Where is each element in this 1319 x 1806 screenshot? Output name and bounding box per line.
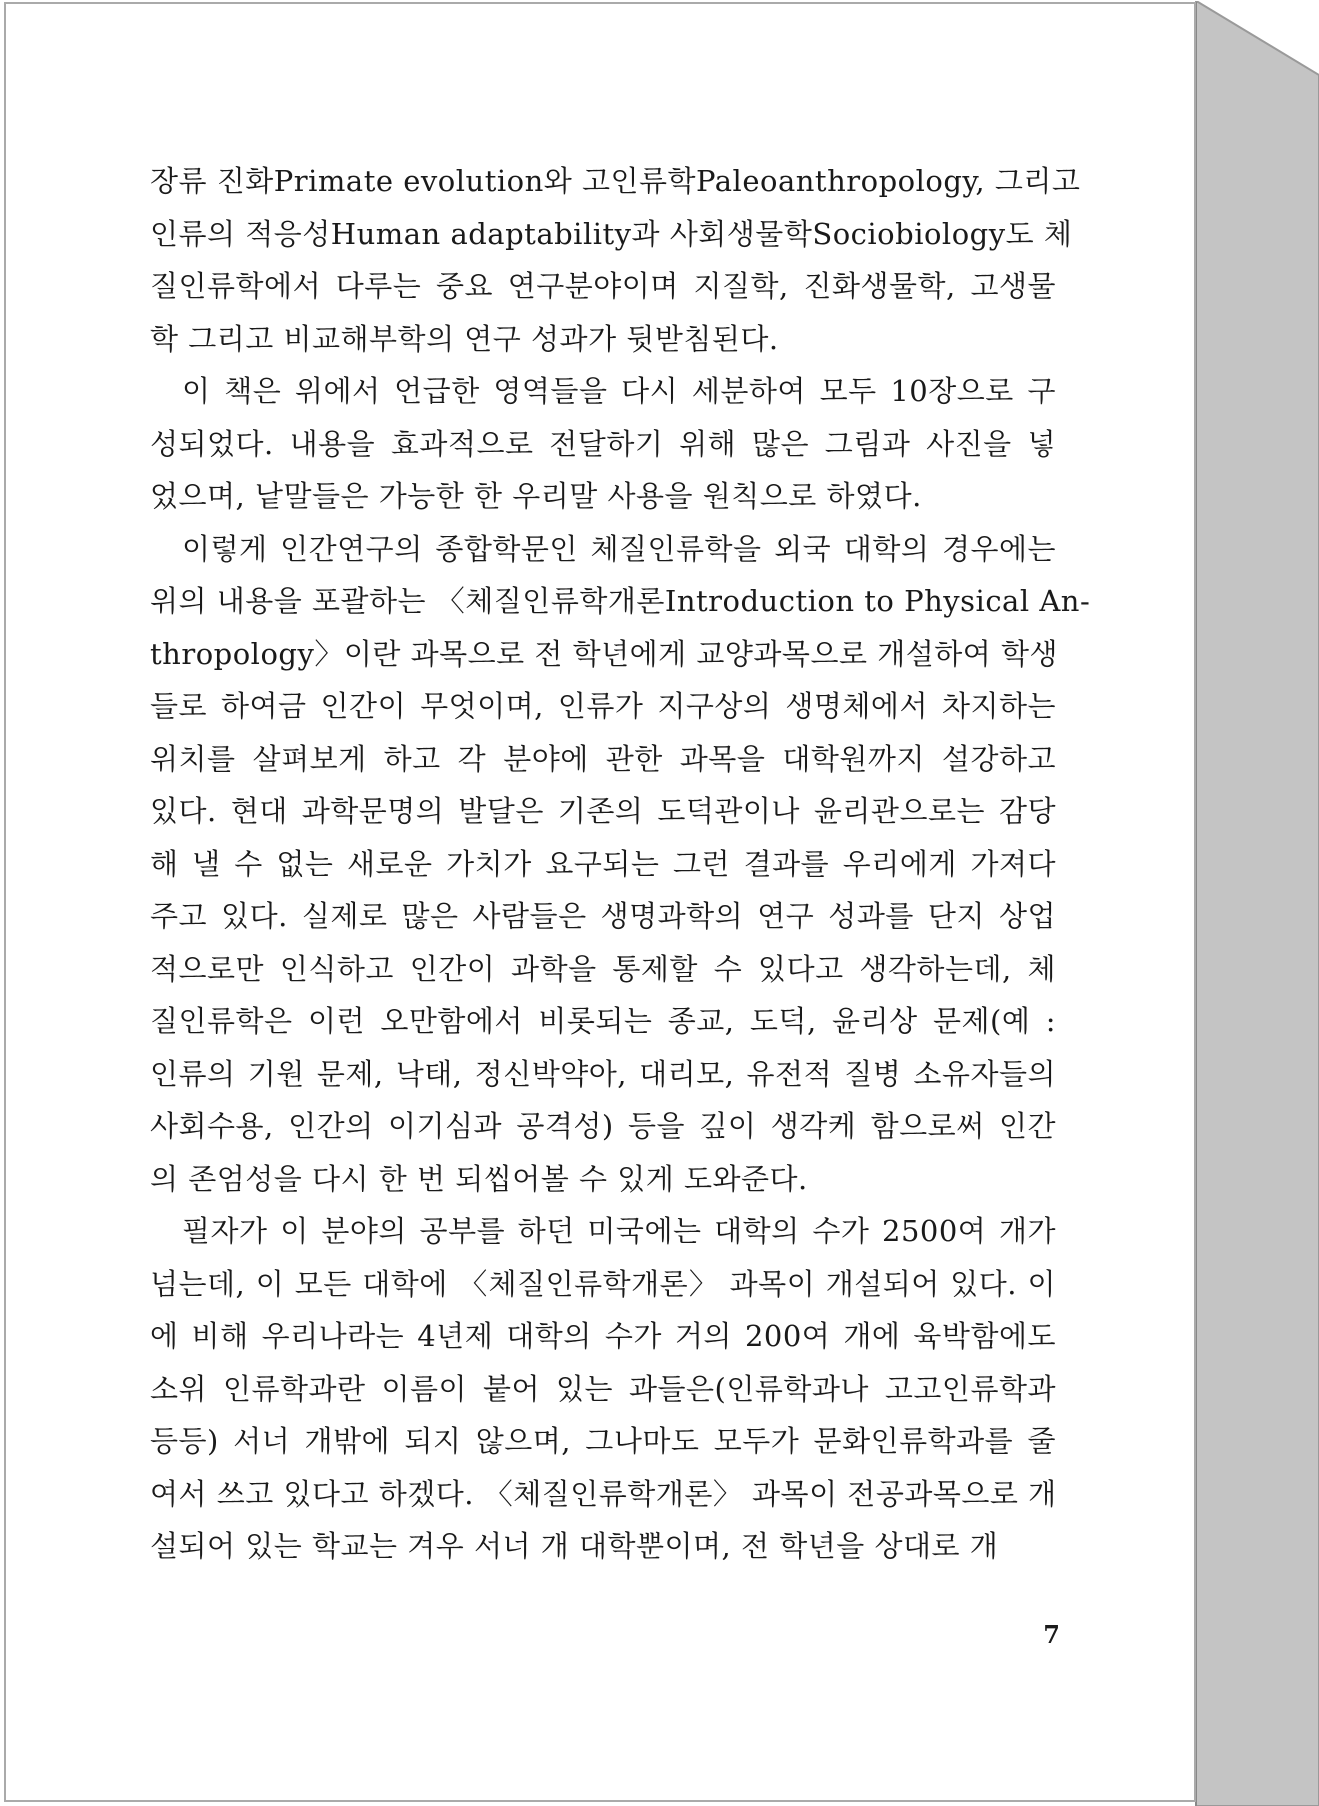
text-line: 들로 하여금 인간이 무엇이며, 인류가 지구상의 생명체에서 차지하는 — [150, 689, 1056, 723]
text-line: 질인류학은 이런 오만함에서 비롯되는 종교, 도덕, 윤리상 문제(예 : — [150, 1004, 1056, 1038]
text-line: 필자가 이 분야의 공부를 하던 미국에는 대학의 수가 2500여 개가 — [182, 1214, 1056, 1248]
text-line: 이 책은 위에서 언급한 영역들을 다시 세분하여 모두 10장으로 구 — [182, 374, 1056, 408]
text-line: 의 존엄성을 다시 한 번 되씹어볼 수 있게 도와준다. — [150, 1161, 808, 1196]
text-line: 인류의 기원 문제, 낙태, 정신박약아, 대리모, 유전적 질병 소유자들의 — [150, 1056, 1056, 1091]
text-line: 해 낼 수 없는 새로운 가치가 요구되는 그런 결과를 우리에게 가져다 — [150, 846, 1056, 881]
paragraph — [150, 1205, 1056, 1573]
text-line: 위치를 살펴보게 하고 각 분야에 관한 과목을 대학원까지 설강하고 — [150, 741, 1056, 776]
text-line: 학 그리고 비교해부학의 연구 성과가 뒷받침된다. — [150, 321, 779, 356]
text-line: 등등) 서너 개밖에 되지 않으며, 그나마도 모두가 문화인류학과를 줄 — [150, 1424, 1056, 1458]
paragraph — [150, 365, 1056, 523]
text-line: 인류의 적응성Human adaptability과 사회생물학Sociobiology도 체 — [150, 216, 1073, 251]
text-line: 주고 있다. 실제로 많은 사람들은 생명과학의 연구 성과를 단지 상업 — [150, 899, 1056, 933]
text-line: 적으로만 인식하고 인간이 과학을 통제할 수 있다고 생각하는데, 체 — [150, 951, 1056, 986]
text-line: 이렇게 인간연구의 종합학문인 체질인류학을 외국 대학의 경우에는 — [182, 531, 1056, 566]
text-line: 위의 내용을 포괄하는 〈체질인류학개론Introduction to Physical An- — [150, 584, 1091, 618]
text-line: 여서 쓰고 있다고 하겠다. 〈체질인류학개론〉 과목이 전공과목으로 개 — [150, 1476, 1057, 1511]
text-line: 넘는데, 이 모든 대학에 〈체질인류학개론〉 과목이 개설되어 있다. 이 — [150, 1266, 1056, 1301]
paragraph — [150, 155, 1081, 365]
text-line: 사회수용, 인간의 이기심과 공격성) 등을 깊이 생각케 함으로써 인간 — [150, 1109, 1056, 1143]
text-line: 장류 진화Primate evolution와 고인류학Paleoanthropology, 그리고 — [150, 164, 1081, 198]
text-line: thropology〉이란 과목으로 전 학년에게 교양과목으로 개설하여 학생 — [150, 636, 1058, 671]
text-line: 성되었다. 내용을 효과적으로 전달하기 위해 많은 그림과 사진을 넣 — [150, 426, 1056, 461]
text-line: 설되어 있는 학교는 겨우 서너 개 대학뿐이며, 전 학년을 상대로 개 — [150, 1529, 999, 1563]
page-number: 7 — [1043, 1620, 1060, 1649]
text-line: 질인류학에서 다루는 중요 연구분야이며 지질학, 진화생물학, 고생물 — [150, 269, 1056, 303]
paragraph — [150, 523, 1091, 1206]
text-line: 있다. 현대 과학문명의 발달은 기존의 도덕관이나 윤리관으로는 감당 — [150, 794, 1056, 828]
text-line: 에 비해 우리나라는 4년제 대학의 수가 거의 200여 개에 육박함에도 — [150, 1319, 1056, 1353]
text-line: 소위 인류학과란 이름이 붙어 있는 과들은(인류학과나 고고인류학과 — [150, 1371, 1056, 1406]
text-line: 었으며, 낱말들은 가능한 한 우리말 사용을 원칙으로 하였다. — [150, 479, 922, 513]
text-body — [150, 155, 1091, 1573]
